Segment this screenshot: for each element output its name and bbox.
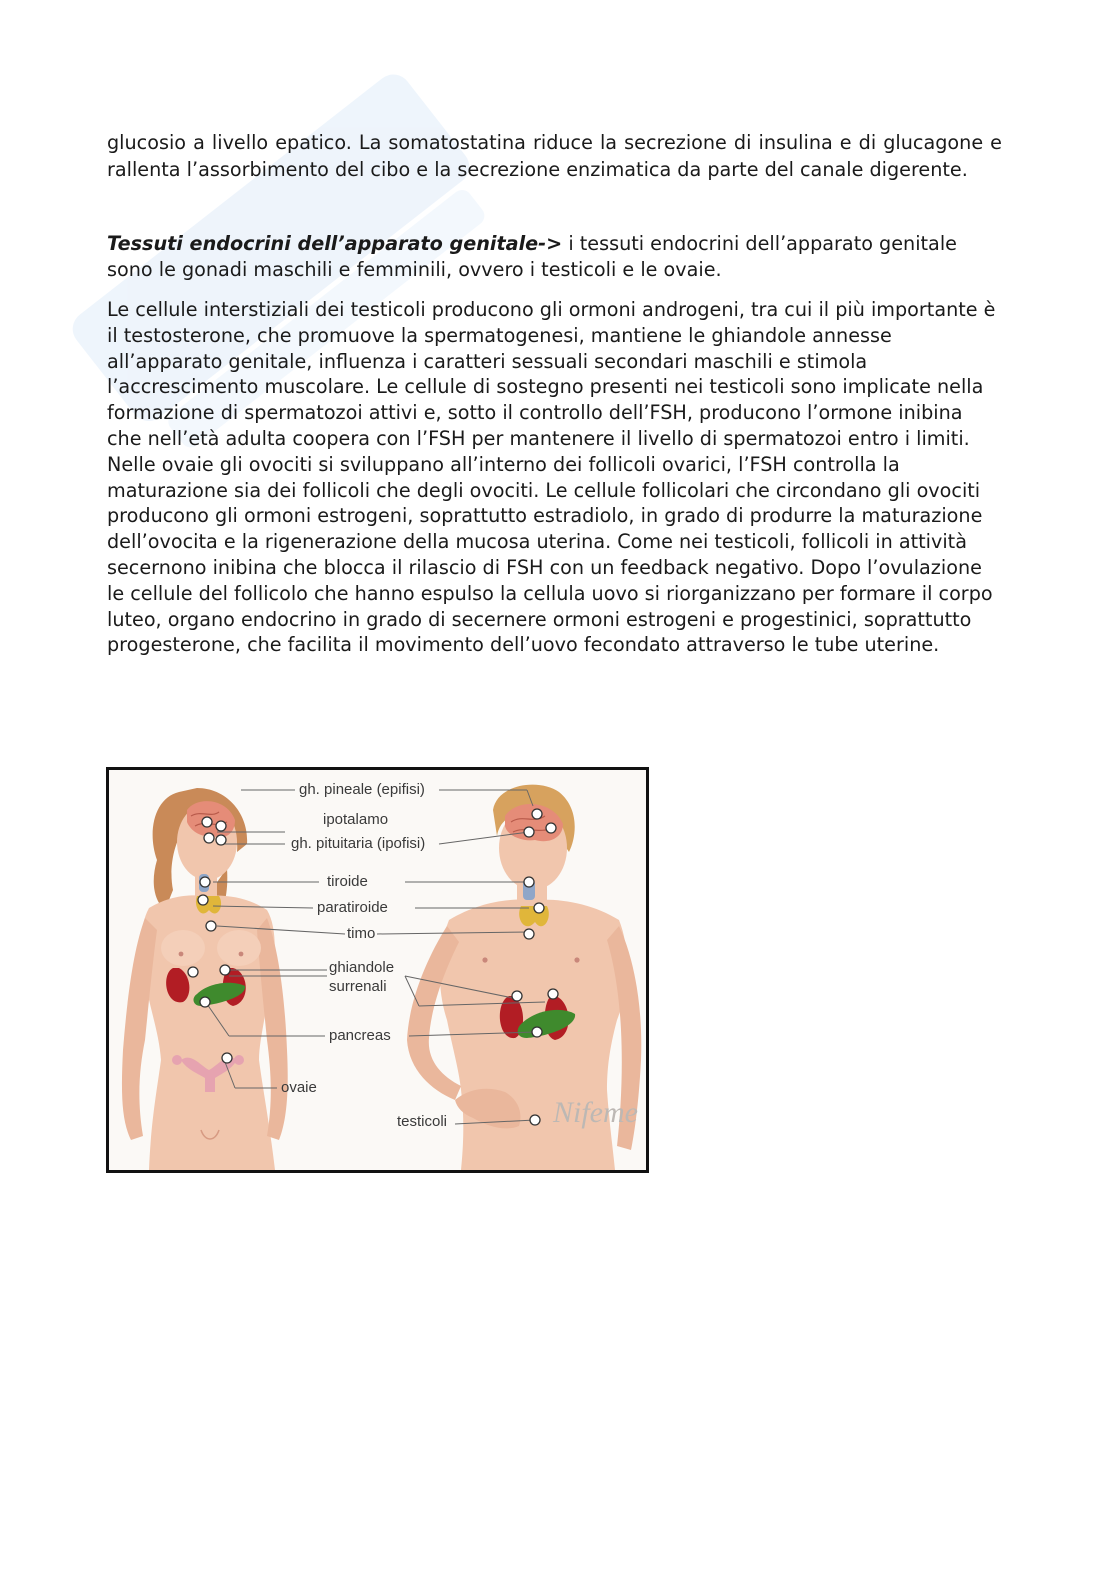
label-pancreas: pancreas [329, 1027, 391, 1044]
marker-pituitaria-f-1 [204, 833, 214, 843]
marker-tiroide-m [524, 877, 534, 887]
marker-pituitaria-m [546, 823, 556, 833]
figure-labels [281, 781, 447, 1130]
marker-pineale-m [532, 809, 542, 819]
marker-ovaie [222, 1053, 232, 1063]
paragraph-ovaie: Nelle ovaie gli ovociti si sviluppano all’interno dei follicoli ovarici, l’FSH controlla la maturazione sia dei follicoli che degli ovociti. Le cellule follicolari che circondano gli ovociti producono gli ormoni estrogeni, soprattutto estradiolo, in grado di produrre la maturazione dell’ovocita e la rigenerazione della mucosa uterina. Come nei testicoli, follicoli in attività secernono inibina che blocca il rilascio di FSH con un feedback negativo. Dopo l’ovulazione le cellule del follicolo che hanno espulso la cellula uovo si riorganizzano per formare il corpo luteo, organo endocrino in grado di secernere ormoni estrogeni e progestinici, soprattutto progesterone, che facilita il movimento dell’uovo fecondato attraverso le tube uterine. [107, 452, 993, 657]
marker-pineale-f [202, 817, 212, 827]
label-surrenali: surrenali [329, 978, 387, 995]
label-tiroide: tiroide [327, 873, 368, 890]
marker-pituitaria-f-2 [216, 835, 226, 845]
marker-surrenale-f-2 [220, 965, 230, 975]
marker-ipotalamo-m [524, 827, 534, 837]
endocrine-glands-figure [106, 767, 649, 1173]
female-figure [122, 788, 288, 1170]
label-ipotalamo: ipotalamo [323, 811, 389, 828]
section-heading: Tessuti endocrini dell’apparato genitale-> [107, 232, 563, 255]
paragraph-testicoli: Le cellule interstiziali dei testicoli producono gli ormoni androgeni, tra cui il più importante è il testosterone, che promuove la spermatogenesi, mantiene le ghiandole annesse all’apparato genitale, influenza i caratteri sessuali secondari maschili e stimola l’accrescimento muscolare. Le cellule di sostegno presenti nei testicoli sono implicate nella formazione di spermatozoi attivi e, sotto il controllo dell’FSH, producono l’ormone inibina che nell’età adulta coopera con l’FSH per mantenere il livello di spermatozoi entro i limiti. [107, 298, 996, 450]
label-pineale: gh. pineale (epifisi) [299, 781, 425, 798]
marker-surrenale-m-1 [512, 991, 522, 1001]
label-pituitaria: gh. pituitaria (ipofisi) [291, 835, 426, 852]
marker-tiroide-f [200, 877, 210, 887]
label-ghiandole: ghiandole [329, 959, 395, 976]
marker-timo-f [206, 921, 216, 931]
signature-mark [552, 1096, 638, 1129]
signature-text: Nifeme [553, 1096, 638, 1129]
label-ovaie: ovaie [281, 1079, 317, 1096]
marker-ipotalamo-f [216, 821, 226, 831]
section-heading-paragraph [107, 231, 1002, 283]
marker-surrenale-m-2 [548, 989, 558, 999]
label-timo: timo [347, 925, 376, 942]
marker-paratiroide-f [198, 895, 208, 905]
section-heading-text: i tessuti endocrini dell’apparato genitale sono le gonadi maschili e femminili, ovvero i testicoli e le ovaie. [107, 232, 957, 281]
label-testicoli: testicoli [397, 1113, 448, 1130]
marker-paratiroide-m [534, 903, 544, 913]
paragraph-body [107, 297, 1002, 658]
marker-surrenale-f-1 [188, 967, 198, 977]
marker-timo-m [524, 929, 534, 939]
marker-pancreas-m [532, 1027, 542, 1037]
label-paratiroide: paratiroide [317, 899, 388, 916]
marker-pancreas-f [200, 997, 210, 1007]
paragraph-intro: glucosio a livello epatico. La somatostatina riduce la secrezione di insulina e di glucagone e rallenta l’assorbimento del cibo e la secrezione enzimatica da parte del canale digerente. [107, 131, 1002, 181]
marker-testicoli [530, 1115, 540, 1125]
endocrine-illustration [109, 770, 646, 1170]
